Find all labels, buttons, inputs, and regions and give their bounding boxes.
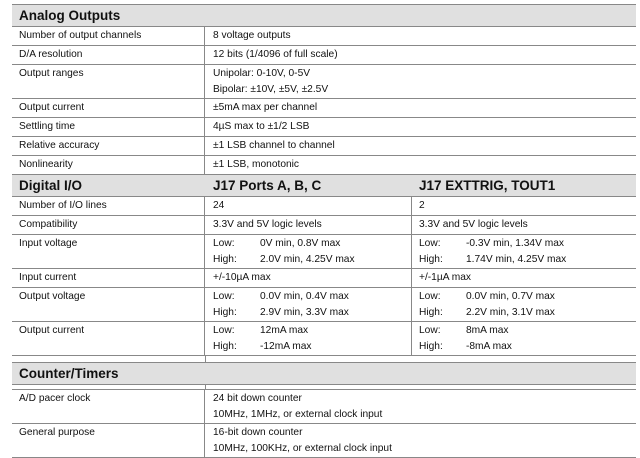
high-label: High:: [419, 340, 443, 352]
spec-label: Relative accuracy: [12, 137, 205, 155]
spec-label: Number of output channels: [12, 27, 205, 45]
spec-label: Output voltage: [12, 288, 205, 321]
spec-value: [205, 65, 636, 98]
section-header-digital-io: [12, 175, 636, 197]
high-value: -12mA max: [260, 340, 312, 352]
spec-value: 24: [205, 197, 412, 215]
spec-value: +/-1µA max: [419, 272, 472, 283]
spec-value: 8 voltage outputs: [213, 30, 291, 41]
spec-value: [205, 288, 412, 321]
spec-value-line: 10MHz, 100KHz, or external clock input: [213, 442, 392, 454]
spec-row-settling-time: [12, 118, 636, 137]
spec-value: ±5mA max per channel: [213, 102, 318, 113]
low-value: 0.0V min, 0.4V max: [260, 291, 349, 302]
spec-row-io-lines: [12, 197, 636, 216]
high-value: 2.2V min, 3.1V max: [466, 306, 555, 318]
spec-label: Compatibility: [12, 216, 205, 234]
spec-value: [205, 235, 412, 268]
spec-row-output-voltage: [12, 288, 636, 322]
high-label: High:: [213, 253, 237, 265]
spec-value: [412, 322, 636, 355]
column-title-ports: J17 Ports A, B, C: [213, 178, 322, 193]
low-label: Low:: [213, 291, 235, 302]
spec-label: Output current: [12, 99, 205, 117]
low-label: Low:: [419, 238, 441, 249]
high-value: -8mA max: [466, 340, 512, 352]
low-label: Low:: [419, 325, 441, 336]
low-label: Low:: [419, 291, 441, 302]
spec-row-compatibility: [12, 216, 636, 235]
spec-value: 3.3V and 5V logic levels: [205, 216, 412, 234]
spec-value: [205, 322, 412, 355]
spec-label: Output ranges: [12, 65, 205, 98]
spec-row-input-current: [12, 269, 636, 288]
high-value: 2.0V min, 4.25V max: [260, 253, 355, 265]
low-value: 0.0V min, 0.7V max: [466, 291, 555, 302]
column-title-exttrig: J17 EXTTRIG, TOUT1: [419, 178, 556, 193]
high-label: High:: [213, 340, 237, 352]
spec-value: ±1 LSB, monotonic: [213, 159, 300, 170]
spec-label: Nonlinearity: [12, 156, 205, 174]
spec-label: Input voltage: [12, 235, 205, 268]
spec-value: [205, 424, 636, 457]
high-label: High:: [419, 253, 443, 265]
spec-label: D/A resolution: [12, 46, 205, 64]
spec-value-line: 16-bit down counter: [213, 427, 303, 438]
spec-label: Number of I/O lines: [12, 197, 205, 215]
spec-label: Input current: [12, 269, 205, 287]
spec-value: 2: [419, 200, 425, 211]
low-value: 8mA max: [466, 325, 509, 336]
low-value: 12mA max: [260, 325, 309, 336]
high-label: High:: [419, 306, 443, 318]
spec-value: [412, 235, 636, 268]
low-label: Low:: [213, 238, 235, 249]
spec-row-relative-accuracy: [12, 137, 636, 156]
spec-value: ±1 LSB channel to channel: [213, 140, 335, 151]
spec-row-nonlinearity: [12, 156, 636, 175]
spacer-row: [12, 356, 636, 363]
spec-value-line: Unipolar: 0-10V, 0-5V: [213, 68, 311, 79]
spec-row-input-voltage: [12, 235, 636, 269]
high-label: High:: [213, 306, 237, 318]
section-title: Analog Outputs: [19, 8, 121, 23]
spec-value: 3.3V and 5V logic levels: [419, 219, 528, 230]
spec-row-output-channels: [12, 27, 636, 46]
spec-value: 12 bits (1/4096 of full scale): [213, 49, 338, 60]
spec-row-ad-pacer-clock: [12, 390, 636, 424]
section-title: Counter/Timers: [19, 366, 119, 381]
spec-label: A/D pacer clock: [12, 390, 205, 423]
spec-label: Settling time: [12, 118, 205, 136]
spec-row-output-current: [12, 99, 636, 118]
spec-table: [12, 4, 636, 458]
high-value: 2.9V min, 3.3V max: [260, 306, 349, 318]
section-header-analog-outputs: [12, 5, 636, 27]
low-value: -0.3V min, 1.34V max: [466, 238, 564, 249]
spec-value: [412, 288, 636, 321]
spec-value: +/-10µA max: [205, 269, 412, 287]
spec-value-line: 10MHz, 1MHz, or external clock input: [213, 408, 383, 420]
low-value: 0V min, 0.8V max: [260, 238, 341, 249]
low-label: Low:: [213, 325, 235, 336]
spec-row-output-ranges: [12, 65, 636, 99]
spec-value-line: 24 bit down counter: [213, 393, 302, 404]
high-value: 1.74V min, 4.25V max: [466, 253, 567, 265]
spec-label: General purpose: [12, 424, 205, 457]
spec-value: 4µS max to ±1/2 LSB: [213, 121, 310, 132]
section-title: Digital I/O: [19, 178, 83, 193]
spec-label: Output current: [12, 322, 205, 355]
spec-row-general-purpose: [12, 424, 636, 458]
section-header-counter-timers: [12, 363, 636, 385]
spec-value-line: Bipolar: ±10V, ±5V, ±2.5V: [213, 83, 329, 95]
spec-row-output-current-digital: [12, 322, 636, 356]
spec-row-da-resolution: [12, 46, 636, 65]
spec-value: [205, 390, 636, 423]
